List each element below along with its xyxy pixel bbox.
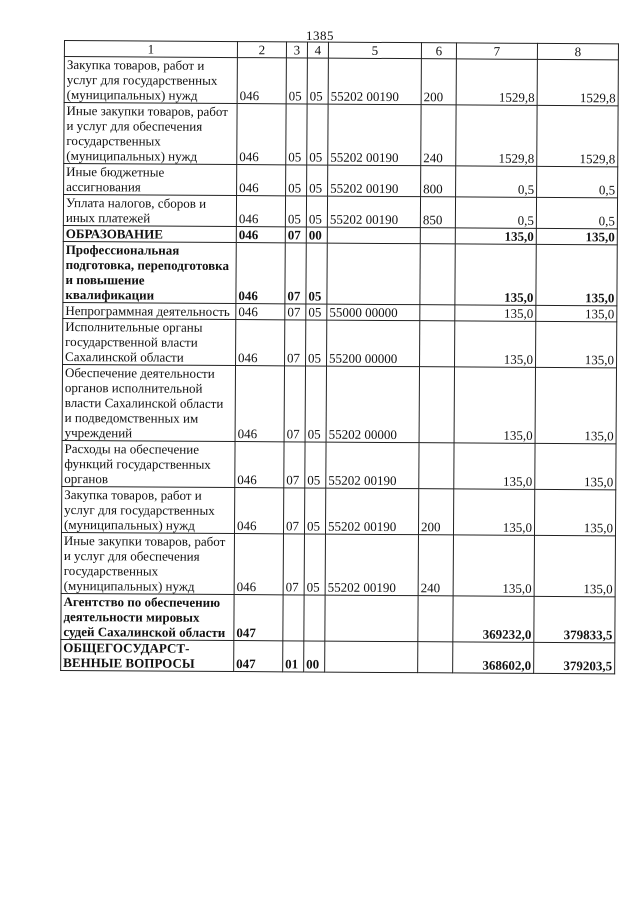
row-amount-year-1: 135,0: [454, 367, 535, 443]
row-expense-type-code: 850: [420, 197, 455, 228]
row-section-code: 07: [285, 304, 306, 320]
column-header: 2: [237, 42, 286, 58]
row-target-article-code: 55202 00190: [327, 196, 420, 228]
row-subsection-code: 05: [306, 320, 327, 366]
row-section-code: 05: [285, 196, 306, 227]
row-expense-type-code: [418, 642, 453, 673]
row-name: Профессиональная подготовка, переподготовка и повышение квалификации: [63, 241, 236, 303]
table-row: [64, 57, 618, 106]
row-grbs-code: 046: [236, 304, 285, 320]
row-expense-type-code: [420, 321, 455, 367]
row-target-article-code: 55000 00000: [327, 304, 420, 321]
row-amount-year-1: 1529,8: [456, 59, 537, 105]
row-grbs-code: 046: [236, 227, 285, 243]
page-number: 1385: [306, 28, 334, 43]
row-amount-year-2: 0,5: [537, 166, 618, 197]
row-name: Иные бюджетные ассигнования: [64, 164, 237, 196]
column-header: 6: [421, 43, 456, 59]
row-amount-year-2: 379203,5: [534, 642, 615, 673]
row-amount-year-1: 368602,0: [453, 642, 534, 673]
row-grbs-code: 046: [237, 104, 286, 165]
budget-table: [60, 40, 619, 674]
row-amount-year-1: 135,0: [455, 321, 536, 367]
row-amount-year-2: 1529,8: [537, 59, 618, 105]
row-expense-type-code: [420, 228, 455, 244]
row-amount-year-2: 135,0: [536, 305, 617, 321]
row-amount-year-2: 0,5: [536, 197, 617, 228]
row-grbs-code: 046: [235, 442, 284, 488]
row-section-code: 07: [285, 243, 306, 304]
row-grbs-code: 046: [237, 165, 286, 196]
row-target-article-code: [325, 595, 418, 642]
row-target-article-code: 55202 00190: [328, 58, 421, 105]
table-row: [64, 164, 618, 198]
row-grbs-code: 046: [236, 320, 285, 366]
row-name: Исполнительные органы государственной власти Сахалинской области: [63, 318, 236, 365]
row-section-code: 07: [283, 488, 304, 534]
row-amount-year-1: 0,5: [456, 166, 537, 197]
row-grbs-code: 046: [234, 488, 283, 534]
row-name: Обеспечение деятельности органов исполнительной власти Сахалинской области и подведомственных им учреждений: [62, 364, 235, 441]
row-subsection-code: 05: [307, 58, 328, 104]
row-amount-year-1: 135,0: [453, 535, 534, 596]
row-amount-year-1: 135,0: [455, 228, 536, 244]
row-subsection-code: [304, 595, 325, 641]
row-section-code: 05: [286, 58, 307, 104]
row-subsection-code: 05: [304, 488, 325, 534]
row-amount-year-2: 135,0: [536, 244, 617, 305]
row-expense-type-code: 200: [421, 59, 456, 105]
row-amount-year-1: 0,5: [455, 197, 536, 228]
row-subsection-code: 05: [307, 104, 328, 165]
column-header: 5: [328, 42, 421, 59]
row-amount-year-1: 135,0: [455, 305, 536, 321]
row-expense-type-code: 200: [418, 489, 453, 535]
row-target-article-code: 55202 00190: [325, 534, 418, 596]
row-amount-year-1: 135,0: [455, 244, 536, 305]
table-row: [62, 364, 616, 443]
row-amount-year-1: 135,0: [453, 489, 534, 535]
row-target-article-code: [327, 227, 420, 244]
row-grbs-code: 047: [234, 641, 283, 672]
row-expense-type-code: [420, 244, 455, 305]
table-body: [61, 57, 619, 674]
row-amount-year-1: 135,0: [454, 443, 535, 489]
row-expense-type-code: 240: [421, 105, 456, 166]
row-target-article-code: 55202 00000: [326, 366, 419, 443]
row-amount-year-2: 135,0: [534, 489, 615, 535]
row-section-code: 07: [285, 227, 306, 243]
row-name: Расходы на обеспечение функций государственных органов: [62, 440, 235, 487]
row-section-code: [283, 595, 304, 641]
row-name: Закупка товаров, работ и услуг для государственных (муниципальных) нужд: [64, 57, 237, 104]
row-section-code: 05: [286, 165, 307, 196]
row-expense-type-code: 800: [421, 166, 456, 197]
row-amount-year-2: 135,0: [535, 367, 616, 443]
row-section-code: 01: [283, 641, 304, 672]
row-name: Непрограммная деятельность: [63, 302, 236, 319]
row-target-article-code: [325, 641, 418, 673]
table-row: [63, 195, 617, 229]
row-expense-type-code: [418, 596, 453, 642]
table-row: [62, 440, 616, 489]
row-name: ОБРАЗОВАНИЕ: [63, 225, 236, 242]
row-amount-year-2: 379833,5: [534, 596, 615, 642]
row-subsection-code: 05: [306, 304, 327, 320]
table-row: [64, 103, 618, 167]
row-subsection-code: 05: [306, 196, 327, 227]
row-target-article-code: 55202 00190: [326, 442, 419, 489]
row-grbs-code: 046: [236, 196, 285, 227]
row-target-article-code: 55202 00190: [328, 104, 421, 166]
row-amount-year-2: 135,0: [534, 535, 615, 596]
column-header: 3: [286, 42, 307, 58]
column-header: 7: [456, 43, 537, 59]
row-target-article-code: 55202 00190: [325, 488, 418, 535]
row-section-code: 07: [283, 534, 304, 595]
row-amount-year-2: 135,0: [536, 321, 617, 367]
row-subsection-code: 05: [305, 442, 326, 488]
row-name: ОБЩЕГОСУДАРСТ-ВЕННЫЕ ВОПРОСЫ: [61, 639, 234, 671]
column-header: 4: [307, 42, 328, 58]
table-row: [61, 532, 615, 596]
row-subsection-code: 05: [306, 243, 327, 304]
row-amount-year-2: 135,0: [535, 443, 616, 489]
row-grbs-code: 046: [234, 534, 283, 595]
row-name: Закупка товаров, работ и услуг для государственных (муниципальных) нужд: [61, 486, 234, 533]
row-name: Агентство по обеспечению деятельности мировых судей Сахалинской области: [61, 593, 234, 640]
row-amount-year-2: 1529,8: [537, 105, 618, 166]
row-section-code: 05: [286, 104, 307, 165]
row-grbs-code: 046: [237, 58, 286, 104]
row-expense-type-code: [419, 443, 454, 489]
row-amount-year-1: 369232,0: [453, 596, 534, 642]
column-header: 1: [64, 41, 237, 58]
row-target-article-code: [327, 243, 420, 305]
row-subsection-code: 00: [304, 641, 325, 672]
row-subsection-code: 05: [307, 165, 328, 196]
row-name: Иные закупки товаров, работ и услуг для обеспечения государственных (муниципальных) нужд: [64, 103, 237, 165]
row-target-article-code: 55200 00000: [327, 320, 420, 367]
row-name: Иные закупки товаров, работ и услуг для обеспечения государственных (муниципальных) нужд: [61, 532, 234, 594]
table-row: [63, 318, 617, 367]
table-row: [63, 241, 617, 305]
row-subsection-code: 00: [306, 227, 327, 243]
table-row: [61, 639, 615, 673]
row-amount-year-1: 1529,8: [456, 105, 537, 166]
column-header: 8: [537, 43, 618, 59]
row-expense-type-code: [419, 367, 454, 443]
row-subsection-code: 05: [305, 366, 326, 442]
table-row: [61, 593, 615, 642]
row-name: Уплата налогов, сборов и иных платежей: [63, 195, 236, 227]
row-expense-type-code: [420, 305, 455, 321]
row-target-article-code: 55202 00190: [328, 165, 421, 197]
row-grbs-code: 046: [235, 366, 284, 442]
row-expense-type-code: 240: [418, 535, 453, 596]
row-section-code: 07: [285, 320, 306, 366]
row-section-code: 07: [284, 366, 305, 442]
row-section-code: 07: [284, 442, 305, 488]
table-row: [61, 486, 615, 535]
row-grbs-code: 046: [236, 243, 285, 304]
row-subsection-code: 05: [304, 534, 325, 595]
row-amount-year-2: 135,0: [536, 228, 617, 244]
row-grbs-code: 047: [234, 595, 283, 641]
